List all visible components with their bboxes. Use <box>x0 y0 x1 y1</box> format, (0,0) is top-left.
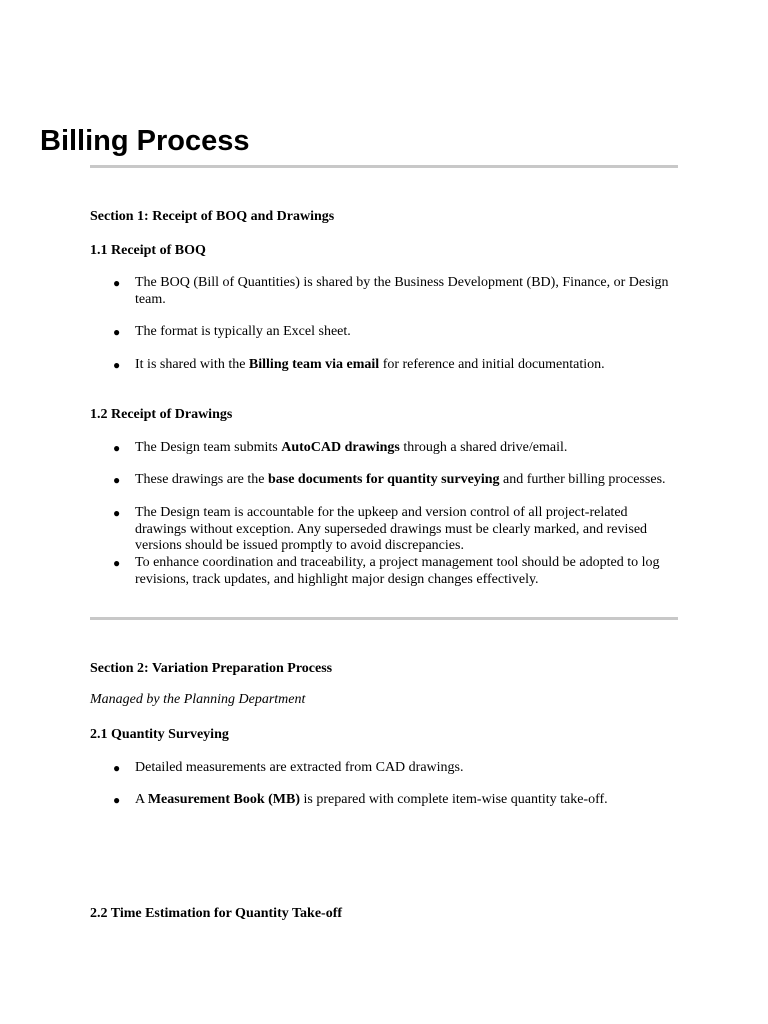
list-item <box>113 357 673 374</box>
list-item <box>113 760 673 777</box>
list-item <box>113 440 673 457</box>
bullet-icon: ● <box>113 276 121 290</box>
list-item-text: The format is typically an Excel sheet. <box>135 324 351 339</box>
bullet-icon: ● <box>113 506 121 520</box>
bullet-icon: ● <box>113 358 121 372</box>
list-item-text: It is shared with the Billing team via email for reference and initial documentation. <box>135 357 605 372</box>
bullet-icon: ● <box>113 556 121 570</box>
bullet-icon: ● <box>113 793 121 807</box>
emphasis: base documents for quantity surveying <box>267 472 500 487</box>
list-item-text: A Measurement Book (MB) is prepared with complete item-wise quantity take-off. <box>135 792 608 807</box>
list-item <box>113 792 673 809</box>
list-item <box>113 324 673 341</box>
list-item-text: The Design team is accountable for the upkeep and version control of all project-related drawings without exception. Any superseded drawings must be clearly marked, and revised versions should be issued promptly to avoid discrepancies. <box>135 505 648 553</box>
section-2-note: Managed by the Planning Department <box>90 692 306 707</box>
list-item <box>113 555 673 588</box>
list-item-text: To enhance coordination and traceability, a project management tool should be adopted to log revisions, track updates, and highlight major design changes effectively. <box>135 555 660 587</box>
bullet-icon: ● <box>113 473 121 487</box>
list-item <box>113 472 673 489</box>
subsection-1-1-heading: 1.1 Receipt of BOQ <box>90 243 206 258</box>
subsection-1-2-heading: 1.2 Receipt of Drawings <box>90 407 233 422</box>
page-title: Billing Process <box>40 125 250 157</box>
bullet-icon: ● <box>113 325 121 339</box>
list-item-text: These drawings are the base documents for quantity surveying and further billing processes. <box>135 472 666 487</box>
list-item-text: Detailed measurements are extracted from CAD drawings. <box>135 760 464 775</box>
list-item <box>113 505 673 555</box>
emphasis: Measurement Book (MB) <box>147 792 301 807</box>
list-item <box>113 275 673 308</box>
list-item-text: The BOQ (Bill of Quantities) is shared by the Business Development (BD), Finance, or Design team. <box>135 275 669 307</box>
emphasis: Billing team via email <box>248 357 380 372</box>
section-1-heading: Section 1: Receipt of BOQ and Drawings <box>90 209 335 224</box>
section-divider <box>90 617 678 620</box>
subsection-2-1-heading: 2.1 Quantity Surveying <box>90 727 229 742</box>
title-divider <box>90 165 678 168</box>
bullet-icon: ● <box>113 441 121 455</box>
bullet-icon: ● <box>113 761 121 775</box>
emphasis: AutoCAD drawings <box>281 440 400 455</box>
subsection-2-2-heading: 2.2 Time Estimation for Quantity Take-off <box>90 906 343 921</box>
list-item-text: The Design team submits AutoCAD drawings through a shared drive/email. <box>135 440 568 455</box>
section-2-heading: Section 2: Variation Preparation Process <box>90 661 333 676</box>
